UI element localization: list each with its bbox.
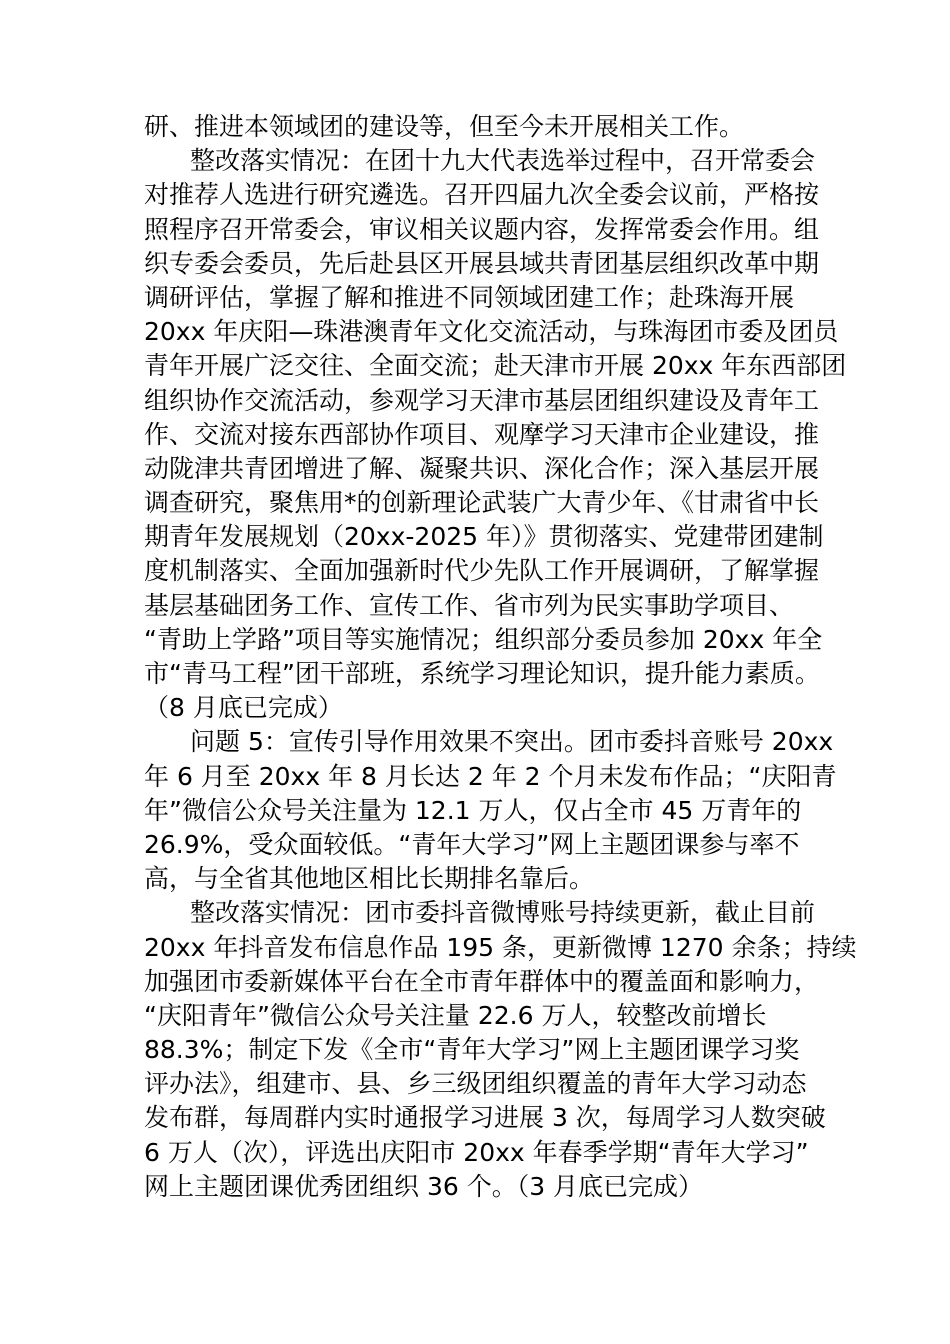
text-line: 年”微信公众号关注量为 12.1 万人，仅占全市 45 万青年的: [144, 795, 802, 825]
text-line: 市“青马工程”团干部班，系统学习理论知识，提升能力素质。: [144, 659, 820, 688]
text-line: 期青年发展规划（20xx-2025 年）》贯彻落实、党建带团建制: [144, 522, 824, 552]
text-line: “青助上学路”项目等实施情况；组织部分委员参加 20xx 年全: [144, 624, 823, 654]
text-line: 青年开展广泛交往、全面交流；赴天津市开展 20xx 年东西部团: [144, 351, 847, 381]
paragraph-start-line: 问题 5：宣传引导作用效果不突出。团市委抖音账号 20xx: [190, 727, 834, 757]
text-line: 20xx 年抖音发布信息作品 195 条，更新微博 1270 余条；持续: [144, 932, 857, 962]
text-line: 动陇津共青团增进了解、凝聚共识、深化合作；深入基层开展: [144, 453, 820, 483]
text-line: 发布群，每周群内实时通报学习进展 3 次，每周学习人数突破: [144, 1103, 826, 1133]
text-line: 调研评估，掌握了解和推进不同领域团建工作；赴珠海开展: [144, 282, 795, 312]
completion-note: （8 月底已完成）: [144, 693, 343, 723]
text-line: 组织协作交流活动，参观学习天津市基层团组织建设及青年工: [144, 385, 820, 415]
text-line: 6 万人（次），评选出庆阳市 20xx 年春季学期“青年大学习”: [144, 1137, 809, 1167]
text-line: 织专委会委员，先后赴县区开展县域共青团基层组织改革中期: [144, 248, 820, 278]
text-line: 调查研究，聚焦用*的创新理论武装广大青少年、《甘肃省中长: [144, 488, 820, 518]
text-line: 对推荐人选进行研究遴选。召开四届九次全委会议前，严格按: [144, 180, 820, 210]
text-line: 88.3%；制定下发《全市“青年大学习”网上主题团课学习奖: [144, 1035, 800, 1065]
text-line: 网上主题团课优秀团组织 36 个。（3 月底已完成）: [144, 1171, 704, 1201]
text-line: 基层基础团务工作、宣传工作、省市列为民实事助学项目、: [144, 590, 795, 620]
text-line: 度机制落实、全面加强新时代少先队工作开展调研，了解掌握: [144, 556, 820, 586]
text-line: 高，与全省其他地区相比长期排名靠后。: [144, 864, 595, 894]
text-line: 26.9%，受众面较低。“青年大学习”网上主题团课参与率不: [144, 829, 800, 859]
text-line: 评办法》，组建市、县、乡三级团组织覆盖的青年大学习动态: [144, 1069, 807, 1099]
text-line: 研、推进本领域团的建设等，但至今未开展相关工作。: [144, 112, 745, 141]
text-line: 加强团市委新媒体平台在全市青年群体中的覆盖面和影响力，: [144, 966, 820, 996]
paragraph-start-line: 整改落实情况：团市委抖音微博账号持续更新，截止目前: [190, 898, 816, 928]
text-line: 照程序召开常委会，审议相关议题内容，发挥常委会作用。组: [144, 214, 820, 244]
text-line: “庆阳青年”微信公众号关注量 22.6 万人，较整改前增长: [144, 1000, 767, 1030]
text-line: 20xx 年庆阳—珠港澳青年文化交流活动，与珠海团市委及团员: [144, 317, 839, 347]
paragraph-start-line: 整改落实情况：在团十九大代表选举过程中，召开常委会: [190, 146, 816, 176]
text-line: 年 6 月至 20xx 年 8 月长达 2 年 2 个月未发布作品；“庆阳青: [144, 761, 837, 791]
document-body-text: [144, 110, 857, 1204]
text-line: 作、交流对接东西部协作项目、观摩学习天津市企业建设，推: [144, 419, 820, 449]
